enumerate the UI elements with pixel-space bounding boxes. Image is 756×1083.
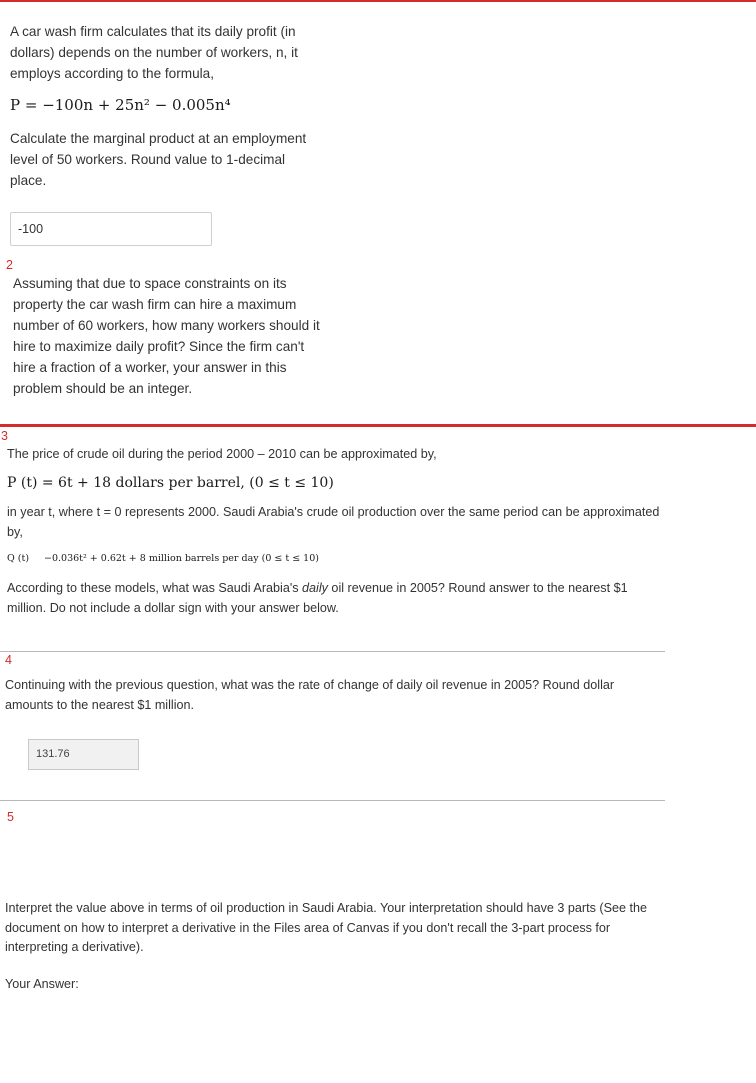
- q3-middle-text: in year t, where t = 0 represents 2000. Saudi Arabia's crude oil production over the same period can be approximated by,: [7, 505, 660, 539]
- q5-text: Interpret the value above in terms of oil production in Saudi Arabia. Your interpretation should have 3 parts (See the document on how to interpret a derivative in the Files area of Canvas if you don't recall the 3-part process for interpreting a derivative).: [5, 901, 647, 954]
- q3-price-formula: P (t) = 6t + 18 dollars per barrel, (0 ≤ t ≤ 10): [7, 475, 334, 491]
- q2-number: 2: [6, 258, 13, 272]
- q5-number: 5: [7, 810, 14, 824]
- q3-divider: [0, 651, 665, 652]
- q3-production-formula: −0.036t² + 0.62t + 8 million barrels per day (0 ≤ t ≤ 10): [44, 553, 319, 564]
- q3-intro: The price of crude oil during the period 2000 – 2010 can be approximated by,: [7, 447, 437, 461]
- q3-production-label: Q (t): [7, 553, 30, 564]
- q4-text: Continuing with the previous question, what was the rate of change of daily oil revenue in 2005? Round dollar amounts to the nearest $1 million.: [5, 678, 615, 712]
- top-divider: [0, 0, 756, 2]
- q4-divider: [0, 800, 665, 801]
- q3-question: According to these models, what was Saudi Arabia's daily oil revenue in 2005? Round answer to the nearest $1 million. Do not include a dollar sign with your answer below.: [7, 581, 628, 615]
- section-divider: [0, 424, 756, 427]
- q4-answer-input[interactable]: 131.76: [28, 739, 139, 770]
- q1-prompt: Calculate the marginal product at an employment level of 50 workers. Round value to 1-decimal place.: [10, 131, 307, 188]
- q2-text: Assuming that due to space constraints on its property the car wash firm can hire a maximum number of 60 workers, how many workers should it hire to maximize daily profit? Since the firm can't hire a fraction of a worker, your answer in this problem should be an integer.: [13, 276, 320, 396]
- q1-formula: P = −100n + 25n² − 0.005n⁴: [10, 96, 231, 114]
- q1-answer-input[interactable]: -100: [10, 212, 212, 246]
- q5-answer-label: Your Answer:: [5, 977, 79, 991]
- q4-number: 4: [5, 653, 12, 667]
- q3-number: 3: [1, 429, 8, 443]
- q1-intro: A car wash firm calculates that its daily profit (in dollars) depends on the number of workers, n, it employs according to the formula,: [10, 24, 298, 81]
